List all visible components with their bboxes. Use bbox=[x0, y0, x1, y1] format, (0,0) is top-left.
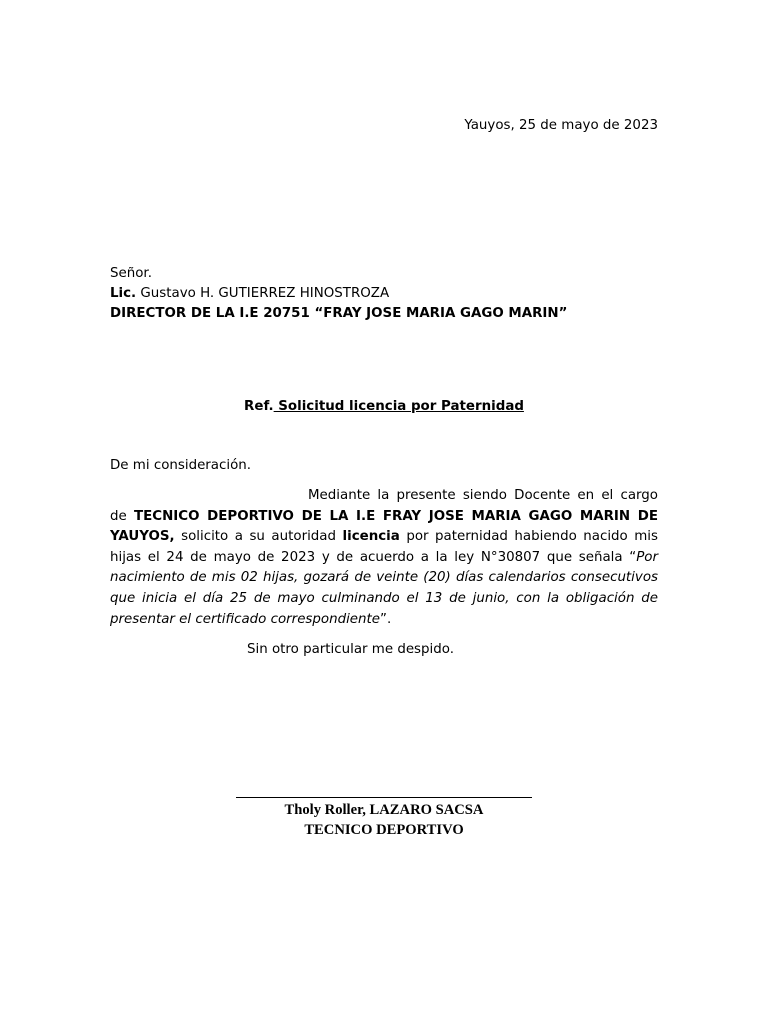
body-part-2: solicito a su autoridad bbox=[174, 529, 343, 545]
letter-date: Yauyos, 25 de mayo de 2023 bbox=[464, 118, 658, 133]
addressee-block bbox=[110, 264, 567, 324]
addressee-name-line bbox=[110, 284, 567, 304]
reference-subject: Solicitud licencia por Paternidad bbox=[273, 399, 524, 414]
body-keyword: licencia bbox=[342, 529, 400, 545]
greeting: De mi consideración. bbox=[110, 458, 252, 473]
reference-label: Ref. bbox=[244, 399, 274, 414]
body-paragraph bbox=[110, 486, 658, 630]
signature-name: Tholy Roller, LAZARO SACSA bbox=[284, 802, 484, 818]
addressee-salutation: Señor. bbox=[110, 266, 152, 281]
body-quote: Por nacimiento de mis 02 hijas, gozará de veinte (20) días calendarios consecutivos que inicia el día 25 de mayo culminando el 13 de junio, con la obligación de presentar el certificado correspondiente bbox=[110, 549, 658, 627]
closing-line: Sin otro particular me despido. bbox=[247, 642, 454, 657]
addressee-name: Gustavo H. GUTIERREZ HINOSTROZA bbox=[136, 286, 390, 301]
body-institution: TECNICO DEPORTIVO DE LA I.E FRAY JOSE MARIA GAGO MARIN DE YAUYOS, bbox=[110, 508, 659, 545]
addressee-position: DIRECTOR DE LA I.E 20751 “FRAY JOSE MARIA GAGO MARIN” bbox=[110, 306, 568, 321]
signature-line bbox=[236, 797, 532, 798]
addressee-title-prefix: Lic. bbox=[110, 286, 137, 301]
body-part-3: por paternidad habiendo nacido mis hijas el 24 de mayo de 2023 y de acuerdo a la ley N°30807 que señala “ bbox=[110, 529, 658, 565]
body-part-1: Mediante la presente siendo Docente en el cargo de bbox=[110, 488, 658, 524]
signature-role: TECNICO DEPORTIVO bbox=[304, 822, 464, 838]
body-part-4: ”. bbox=[380, 611, 392, 627]
reference-line bbox=[0, 397, 768, 417]
